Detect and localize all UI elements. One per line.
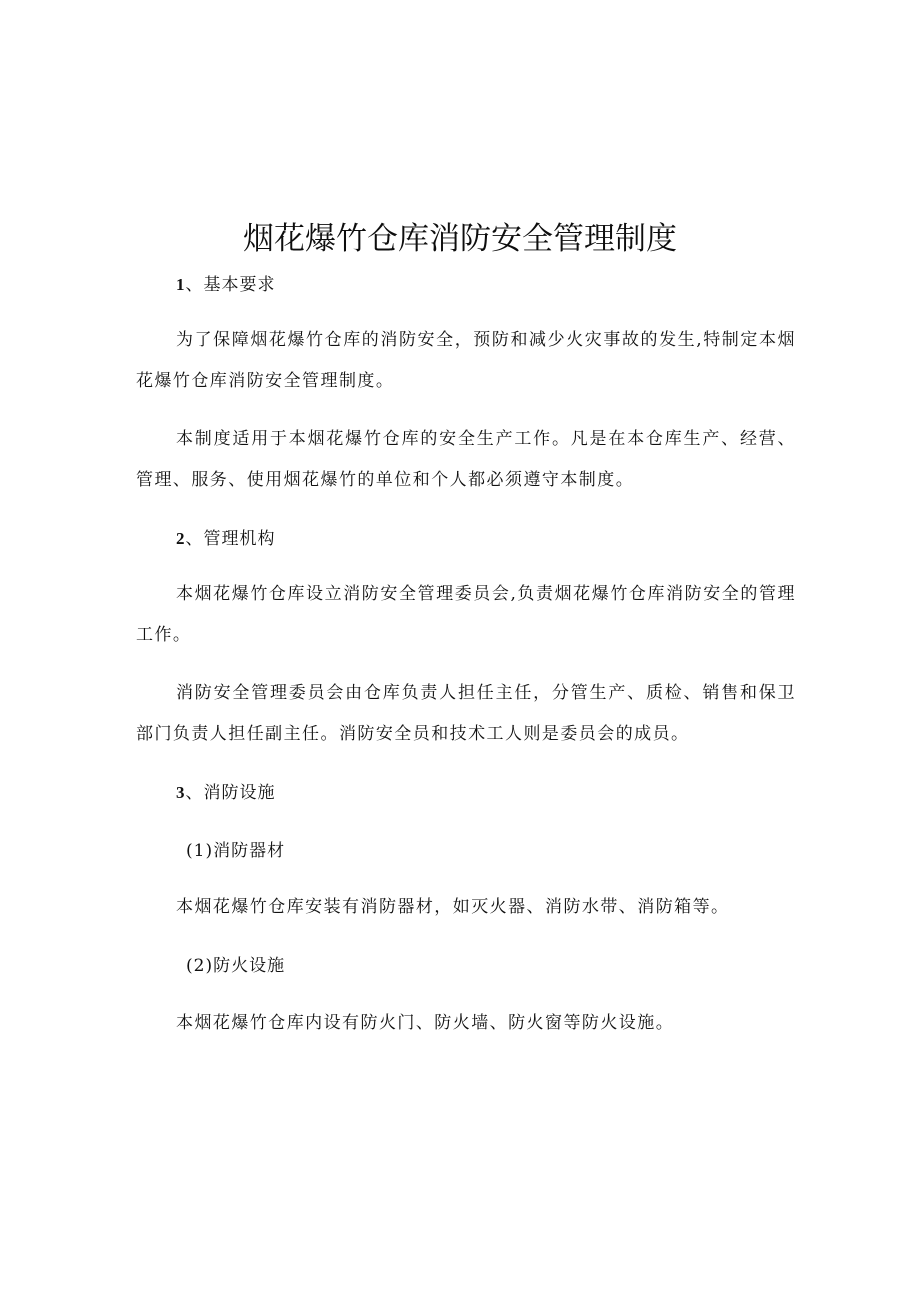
subsection-2-title: 防火设施 [213,956,286,976]
section-1-separator: 、 [185,275,204,295]
subsection-1-heading [186,839,285,863]
subsection-1-label: (1) [186,841,214,861]
section-3-title: 消防设施 [203,783,276,803]
subsection-2-text: 本烟花爆竹仓库内设有防火门、防火墙、防火窗等防火设施。 [176,1013,675,1033]
section-2-heading [176,527,276,551]
section-2-paragraph-1: 本烟花爆竹仓库设立消防安全管理委员会,负责烟花爆竹仓库消防安全的管理工作。 [136,584,796,645]
section-1-heading [176,273,276,297]
subsection-2-label: (2) [186,956,214,976]
document-title: 烟花爆竹仓库消防安全管理制度 [243,221,677,257]
section-3-separator: 、 [185,783,204,803]
section-1-paragraph-2: 本制度适用于本烟花爆竹仓库的安全生产工作。凡是在本仓库生产、经营、管理、服务、使用烟花爆竹的单位和个人都必须遵守本制度。 [136,429,796,490]
section-1-number: 1 [176,275,186,294]
subsection-1-title: 消防器材 [213,841,286,861]
section-3-number: 3 [176,783,186,802]
section-3-heading [176,781,276,805]
section-2-paragraph-2: 消防安全管理委员会由仓库负责人担任主任，分管生产、质检、销售和保卫部门负责人担任副主任。消防安全员和技术工人则是委员会的成员。 [136,683,796,744]
section-1-paragraph-1: 为了保障烟花爆竹仓库的消防安全，预防和减少火灾事故的发生,特制定本烟花爆竹仓库消防安全管理制度。 [136,330,796,391]
subsection-1-text: 本烟花爆竹仓库安装有消防器材，如灭火器、消防水带、消防箱等。 [176,897,730,917]
subsection-2-heading [186,954,285,978]
section-2-title: 管理机构 [203,529,276,549]
section-2-number: 2 [176,529,186,548]
section-1-title: 基本要求 [203,275,276,295]
section-2-separator: 、 [185,529,204,549]
